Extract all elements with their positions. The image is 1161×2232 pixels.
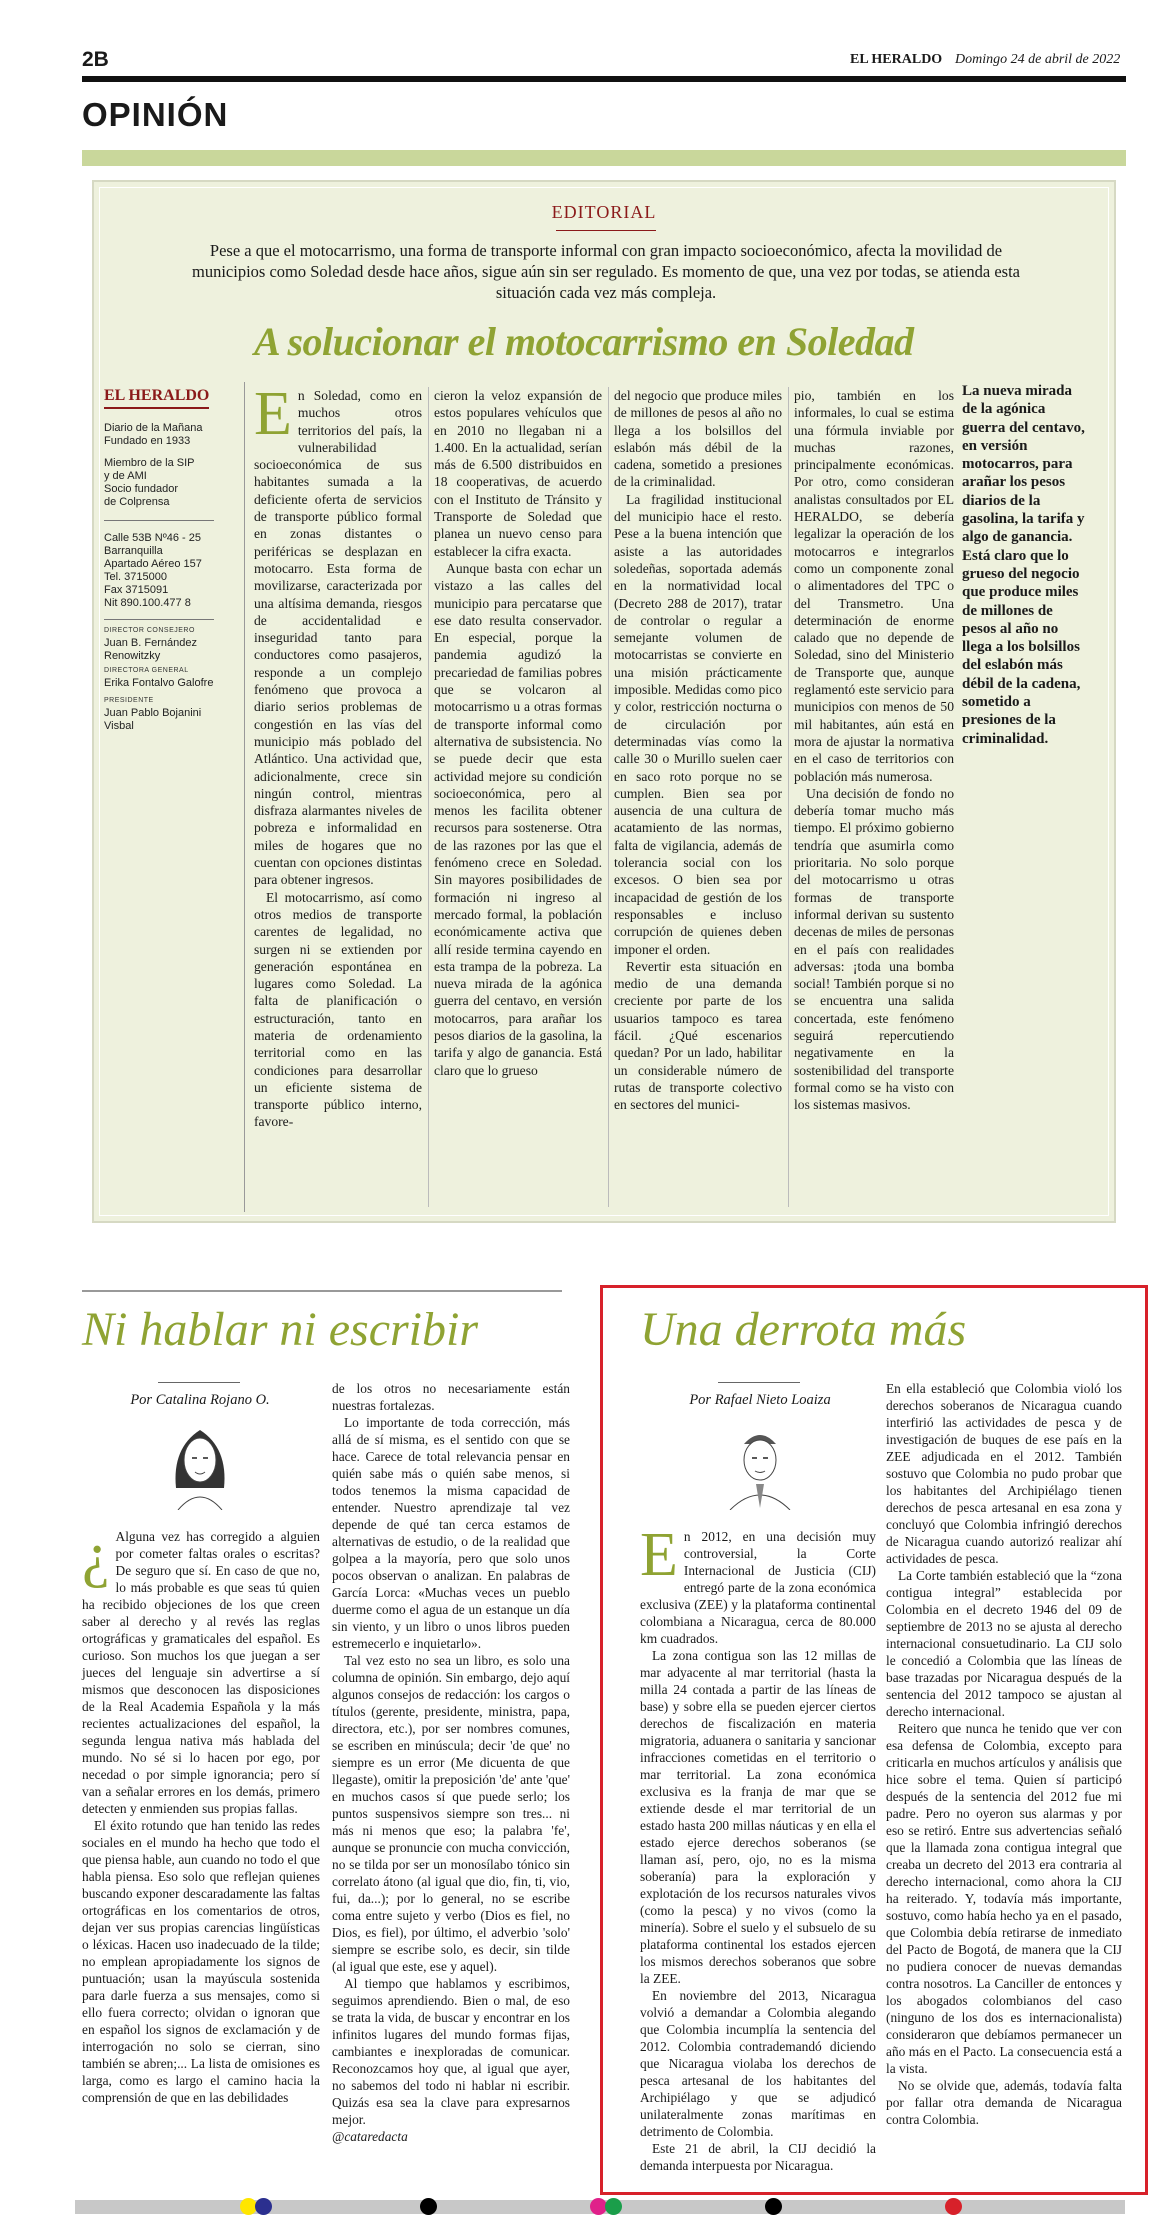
registration-dot [945,2198,962,2215]
byline-rule [158,1382,240,1383]
sidebar-address: Nit 890.100.477 8 [104,597,191,609]
author-portrait-sketch [162,1418,238,1510]
print-color-bar [75,2200,1125,2214]
editorial-headline: A solucionar el motocarrismo en Soledad [254,319,914,364]
editorial-column-rule [244,382,245,1212]
article-top-rule [82,1290,562,1292]
author-handle: @cataredacta [332,2129,408,2144]
author-portrait-catalina [162,1418,238,1510]
right-article-byline: Por Rafael Nieto Loaiza [689,1392,831,1408]
page-number: 2B [82,48,109,71]
sidebar-line: Diario de la Mañana [104,422,203,434]
issue-date: Domingo 24 de abril de 2022 [955,52,1121,67]
editorial-column-3: del negocio que produce miles de millones de pesos al año no llega a los bolsillos del eslabón más débil de la cadena, sometido a presiones de la criminalidad. La fragilidad institucional del municipio hace el resto. Pese a la buena intención que asiste a las autoridades soledeñas, soportada además en la normatividad local (Decreto 288 de 2017), tratar de controlar o regular a semejante volumen de motocarristas se convierte en una misión prácticamente imposible. Medidas como pico y color, restricción nocturna o de circulación por determinadas vías como la calle 30 o Murillo suelen caer en saco roto porque no se cumplen. Bien sea por ausencia de una cultura de acatamiento de las normas, falta de vigilancia, además de tolerancia social con los excesos. O bien sea por incapacidad de gestión de los responsables e incluso corrupción de quienes deben imponer el orden. Revertir esta situación en medio de una demanda creciente por parte de los usuarios tampoco es tarea fácil. ¿Qué escenarios quedan? Por un lado, habilitar un considerable número de rutas de transporte colectivo en sectores del munici- [614,388,782,1113]
sidebar-divider [104,520,214,521]
editorial-column-1: En Soledad, como en muchos otros territorios del país, la vulnerabilidad socioeconómica de sus habitantes sumada a la deficiente oferta de servicios de transporte público formal en zonas distantes o periféricas se desplazan en motocarro. Esta forma de movilizarse, caracterizada por una altísima demanda, riesgos de accidentalidad e inseguridad tanto para conductores como pasajeros, responde a un complejo fenómeno que provoca a diario serios problemas de congestión en las vías del municipio más poblado del Atlántico. Una actividad que, adicionalmente, crece sin ningún control, mientras disfraza alarmantes niveles de pobreza e informalidad en miles de hogares que no cuentan con opciones distintas para obtener ingresos. El motocarrismo, así como otros medios de transporte carentes de legalidad, no surgen ni se extienden por generación espontánea en lugares como Soledad. La falta de planificación o estructuración, tanto en materia de ordenamiento territorial como en las condiciones para desarrollar un eficiente sistema de transporte público interno, favore- [254,380,422,1130]
left-article-byline: Por Catalina Rojano O. [130,1392,270,1408]
sidebar-line: Socio fundador [104,483,178,495]
drop-cap: E [640,1521,678,1589]
editorial-deck: Pese a que el motocarrismo, una forma de transporte informal con gran impacto socioeconómico, afecta la movilidad de municipios como Soledad desde hace años, sigue aún sin ser regulado. Es momento de que, una vez por todas, se atienda esta situación cada vez más compleja. [192,241,1020,302]
sidebar-role-name: Juan Pablo Bojanini Visbal [104,707,202,732]
editorial-pullquote: La nueva mirada de la agónica guerra del centavo, en versión motocarros, para arañar los pesos diarios de la gasolina, la tarifa y algo de ganancia. Está claro que lo grueso del negocio que produce miles de millones de pesos al año no llega a los bolsillos del eslabón más débil de la cadena, sometido a presiones de la criminalidad. [962,383,1085,747]
sidebar-divider [104,619,214,620]
right-article-column-2: En ella estableció que Colombia violó los derechos soberanos de Nicaragua cuando interfirió las actividades de pesca y de investigación de buques de ese país en la ZEE adjudicada en el 2012. También sostuvo que Colombia no pudo probar que los habitantes del Archipiélago tienen derechos de pesca artesanal en esa zona y concluyó que Colombia infringió derechos de Nicaragua cuando autorizó realizar ahí actividades de pesca. La Corte también estableció que la “zona contigua integral” establecida por Colombia en el decreto 1946 del 09 de septiembre de 2013 no se ajusta al derecho internacional consuetudinario. La CIJ solo le concedió a Colombia que las líneas de base trazadas por Nicaragua después de la sentencia del 2012 tampoco se ajustan al derecho internacional. Reitero que nunca he tenido que ver con esa defensa de Colombia, excepto para criticarla en muchos artículos y análisis que hice sobre el tema. Quien sí participó después de la sentencia del 2012 fue mi padre. Pero no oyeron sus alarmas y por eso se retiró. Entre sus advertencias señaló que la llamada zona contigua integral que creaba un decreto del 2013 era contraria al derecho internacional, como ahora la CIJ ha reiterado. Y, todavía más importante, sostuvo, como había hecho ya en el pasado, que Colombia debía retirarse de inmediato del Pacto de Bogotá, de manera que la CIJ no pudiera conocer de nuevas demandas contra nosotros. La Canciller de entonces y los abogados colombianos del caso (ninguno de los dos es internacionalista) consideraron que debíamos permanecer un año más en el Pacto. La consecuencia está a la vista. No se olvide que, además, todavía falta por fallar otra demanda de Nicaragua contra Colombia. [886,1381,1122,2127]
registration-dot [605,2198,622,2215]
registration-dot [420,2198,437,2215]
right-article-column-1: En 2012, en una decisión muy controversial, la Corte Internacional de Justicia (CIJ) entregó parte de la zona económica exclusiva (ZEE) y la plataforma continental colombiana a Nicaragua, cerca de 80.000 km cuadrados. La zona contigua son las 12 millas de mar adyacente al mar territorial (hasta la milla 24 contada a partir de las líneas de base) y sobre ella se pueden ejercer ciertos derechos de fiscalización en materia migratoria, aduanera o sanitaria y sancionar infracciones cometidas en el territorio o mar territorial. La zona económica exclusiva es la franja de mar que se extiende desde el mar territorial de un estado hasta 200 millas náuticas y en ella el estado ejerce derechos soberanos (se llaman así, pero, ojo, no es la misma soberanía) para la exploración y explotación de los recursos naturales vivos (como la pesca) y no vivos (como la minería). Sobre el suelo y el subsuelo de su plataforma continental los estados ejercen los mismos derechos soberanos que sobre la ZEE. En noviembre del 2013, Nicaragua volvió a demandar a Colombia alegando que Colombia incumplía la sentencia del 2012. Colombia contrademandó diciendo que Nicaragua violaba los derechos de pesca artesanal de los habitantes del Archipiélago y que se adjudicó unilateralmente zonas marítimas en detrimento de Colombia. Este 21 de abril, la CIJ decidió la demanda interpuesta por Nicaragua. [640,1521,876,2173]
left-article-column-1: ¿ Alguna vez has corregido a alguien por cometer faltas orales o escritas? De seguro que sí. En caso de que no, lo más probable es que seas tú quien ha recibido objeciones de los que creen saber al derecho y al revés las reglas ortográficas y gramaticales del español. Es curioso. Son muchos los que juegan a ser jueces del lenguaje sin advertirse a sí mismos que desconocen las disposiciones de la Real Academia Española y la más recientes actualizaciones del español, la segunda lengua nativa más hablada del mundo. No sé si lo hacen por ego, por necedad o por simple ignorancia; pero sí van a señalar errores en los demás, primero detecten y enmienden sus propias fallas. El éxito rotundo que han tenido las redes sociales en el mundo ha hecho que todo el que piensa hable, aun cuando no todo el que habla piensa. Eso solo que reflejan quienes buscando exponer descaradamente las faltas ortográficas en los comentarios de otros, dejan ver sus propias carencias lingüísticas o léxicas. Hacen uso inadecuado de la tilde; no emplean apropiadamente los signos de puntuación; usan la mayúscula sostenida para darle fuerza a sus mensajes, como si ello fuera correcto; olvidan o ignoran que en español los signos de exclamación y de interrogación no solo se cierran, sino también se abren;... La lista de omisiones es larga, como es largo el camino hacia la comprensión de que en las debilidades [82,1521,320,2105]
section-title: OPINIÓN [82,96,229,133]
sidebar-role-name: Erika Fontalvo Galofre [104,677,214,689]
sidebar-address: Calle 53B Nº46 - 25 [104,532,201,544]
column-rule [788,387,789,1207]
right-article-headline: Una derrota más [640,1303,967,1356]
sidebar-role-name: Juan B. Fernández Renowitzky [104,637,197,662]
sidebar-role-label: DIRECTORA GENERAL [104,667,189,674]
header-rule [82,76,1126,82]
column-rule [608,387,609,1207]
editorial-label-rule [556,230,656,231]
sidebar-brand-logo: EL HERALDO [104,387,209,409]
column-rule [428,387,429,1207]
sidebar-address: Barranquilla [104,545,163,557]
sidebar-address: Apartado Aéreo 157 [104,558,202,570]
masthead-name: EL HERALDO [850,52,943,67]
sidebar-address: Tel. 3715000 [104,571,167,583]
sidebar-line: Fundado en 1933 [104,435,191,447]
registration-dot [765,2198,782,2215]
drop-cap: ¿ [82,1521,110,1589]
editorial-label: EDITORIAL [551,202,657,222]
drop-cap: E [254,380,292,448]
byline-rule [718,1382,800,1383]
author-portrait-rafael [722,1418,798,1510]
editorial-column-4: pio, también en los informales, lo cual se estima una fórmula inviable por muchas razones, principalmente económicas. Por otro, como consideran analistas consultados por EL HERALDO, se debería legalizar la operación de los motocarros e integrarlos como un componente zonal o alimentadores del TPC o del Transmetro. Una determinación de enorme calado que no depende de Soledad, sino del Ministerio de Transporte que, aunque reglamentó este servicio para municipios con menos de 50 mil habitantes, aún está en mora de ajustar la normativa en el caso de territorios con población más numerosa. Una decisión de fondo no debería tomar mucho más tiempo. El próximo gobierno tendría que asumirla como prioritaria. No solo porque del motocarrismo u otras formas de transporte informal derivan su sustento decenas de miles de personas en el país con realidades adversas: ¡toda una bomba social! También porque si no se encuentra una salida concertada, este fenómeno seguirá repercutiendo negativamente en la sostenibilidad del transporte formal como se ha visto con los sistemas masivos. [794,388,954,1113]
registration-dot [255,2198,272,2215]
left-article-headline: Ni hablar ni escribir [82,1303,479,1356]
sidebar-role-label: PRESIDENTE [104,697,154,704]
editorial-box [92,180,1116,1223]
author-portrait-sketch [722,1418,798,1510]
section-accent-bar [82,150,1126,166]
sidebar-line: Miembro de la SIP [104,457,195,469]
editorial-column-2: cieron la veloz expansión de estos populares vehículos que en 2010 no llegaban ni a 1.400. En la actualidad, serían más de 6.500 distribuidos en 18 cooperativas, de acuerdo con el Instituto de Tránsito y Transporte de Soledad que planea un nuevo censo para establecer la cifra exacta. Aunque basta con echar un vistazo a las calles del municipio para percatarse que ese dato resulta conservador. En especial, porque la pandemia agudizó la precariedad de familias pobres que se volcaron al motocarrismo u a otras formas de transporte informal como alternativa de subsistencia. No se puede decir que esta actividad mejore su condición socioeconómica, pero al menos les facilita obtener recursos para sostenerse. Otra de las razones por las que el fenómeno crece en Soledad. Sin mayores posibilidades de formación ni ingreso al mercado formal, la población económicamente activa que allí reside termina cayendo en esta trampa de la pobreza. La nueva mirada de la agónica guerra del centavo, en versión motocarros, para arañar los pesos diarios de la gasolina, la tarifa y algo de ganancia. Está claro que lo grueso [434,388,602,1078]
sidebar-role-label: DIRECTOR CONSEJERO [104,627,195,634]
sidebar-line: de Colprensa [104,496,170,508]
sidebar-address: Fax 3715091 [104,584,169,596]
left-article-column-2: de los otros no necesariamente están nuestras fortalezas. Lo importante de toda corrección, más allá de sí misma, es el sentido con que se hace. Carece de total relevancia pensar en quién sabe más o quién sabe menos, si todos tenemos la misma capacidad de entender. Nuestro aprendizaje tal vez depende de qué tan cerca estamos de alternativas de estudio, o de la realidad que golpea a la mayoría, pero que solo unos pocos observan o analizan. En palabras de García Lorca: «Muchas veces un pueblo duerme como el agua de un estanque un día sin viento, y un libro o unos libros pueden estremecerlo e inquietarlo». Tal vez esto no sea un libro, es solo una columna de opinión. Sin embargo, dejo aquí algunos consejos de redacción: los cargos o títulos (gerente, presidente, ministra, papa, directora, etc.), por ser nombres comunes, se escriben en minúscula; decir 'de que' no siempre es un error (Me dicuenta de que llegaste), omitir la preposición 'de' ante 'que' en muchos casos sí que puede serlo; los puntos suspensivos siempre son tres... ni más ni menos que eso; la palabra 'fe', aunque se pronuncie con mucha convicción, no se tilda por ser un monosílabo tónico sin correlato átono (al igual que dio, fin, ti, vio, fui, da...); por lo general, no se escribe coma entre sujeto y verbo (Dios es fiel, no Dios, es fiel), por último, el adverbio 'solo' siempre se escribe solo, es decir, sin tilde (al igual que este, ese y aquel). Al tiempo que hablamos y escribimos, seguimos aprendiendo. Bien o mal, de eso se trata la vida, de buscar y encontrar en los infinitos lugares del mundo formas fijas, cambiantes e inexploradas de comunicar. Reconozcamos hoy que, al igual que ayer, no sabemos del todo ni hablar ni escribir. Quizás esa sea la clave para expresarnos mejor. @cataredacta [332,1381,570,2144]
sidebar-line: y de AMI [104,470,147,482]
